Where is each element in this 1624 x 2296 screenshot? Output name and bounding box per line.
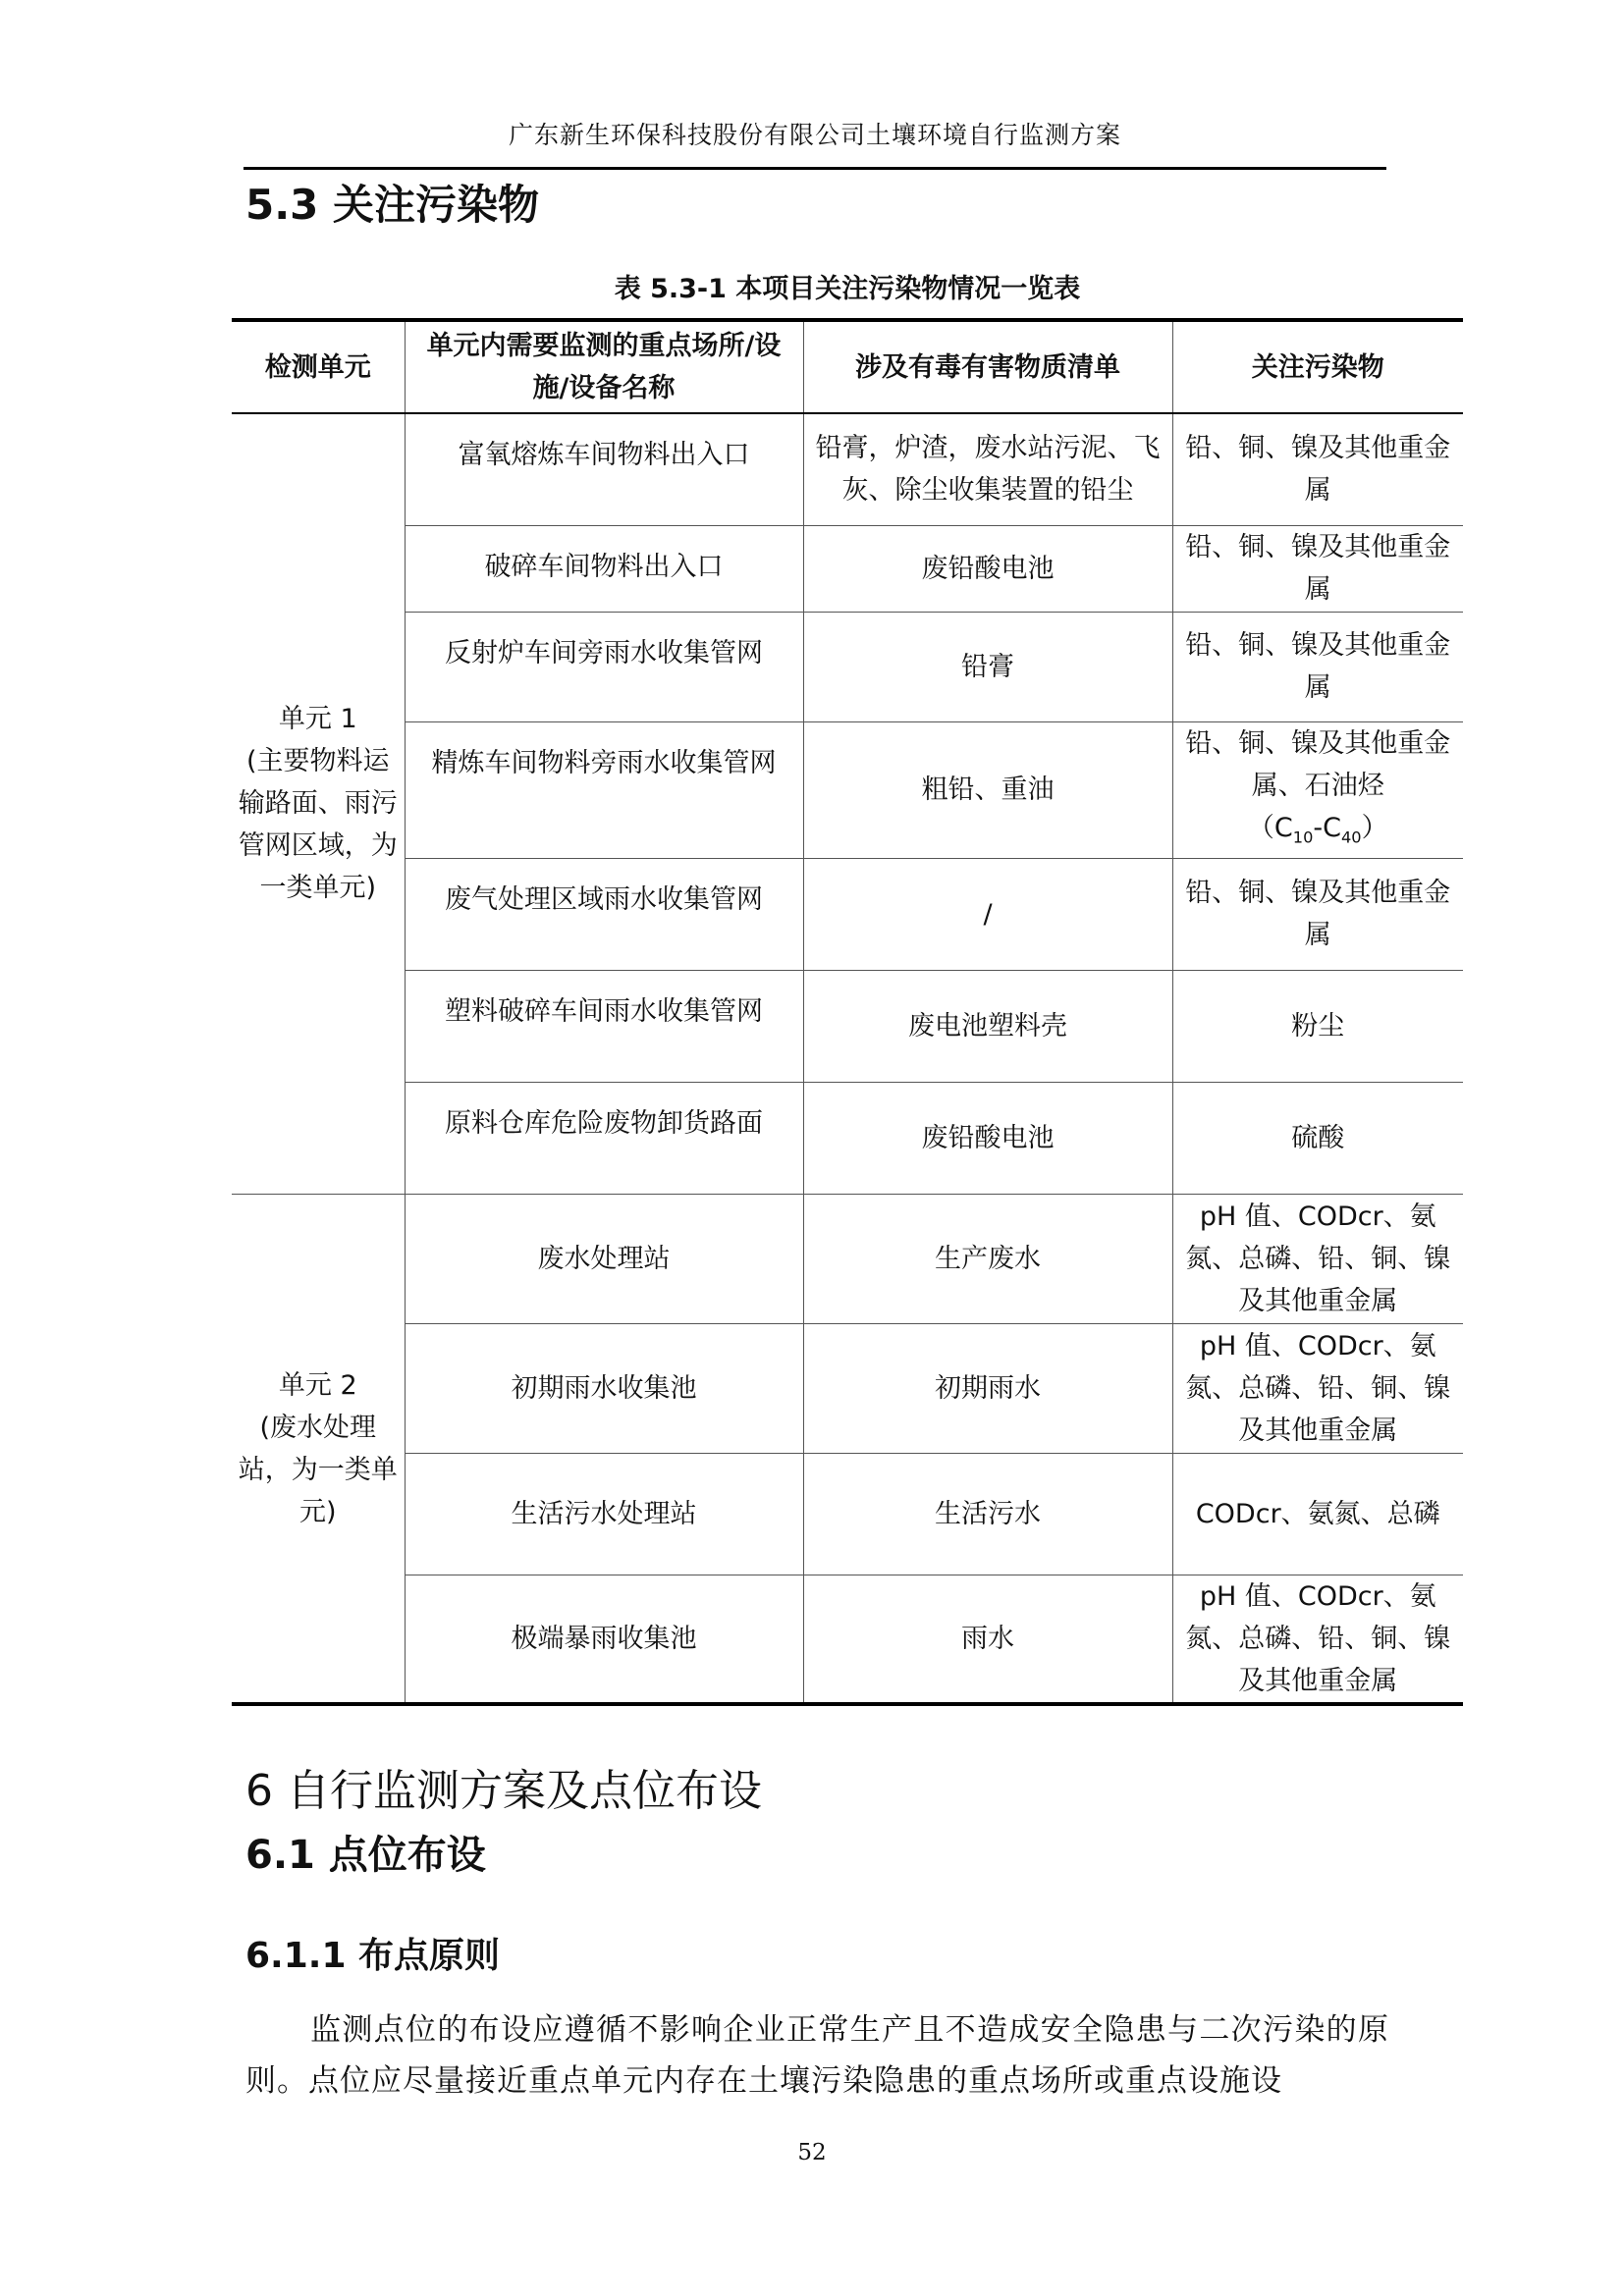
pollutants-cell: 铅、铜、镍及其他重金属 (1172, 525, 1463, 612)
facility-cell: 富氧熔炼车间物料出入口 (405, 413, 803, 525)
facility-cell: 初期雨水收集池 (405, 1323, 803, 1453)
page-number: 52 (797, 2140, 827, 2165)
pollutants-cell: CODcr、氨氮、总磷 (1172, 1453, 1463, 1575)
facility-cell: 破碎车间物料出入口 (405, 525, 803, 612)
table-row (232, 1323, 1463, 1453)
substances-cell: 废电池塑料壳 (803, 970, 1172, 1082)
facility-cell: 反射炉车间旁雨水收集管网 (405, 612, 803, 721)
table-row (232, 1453, 1463, 1575)
pollutants-cell: 铅、铜、镍及其他重金属 (1172, 858, 1463, 970)
table-row (232, 1082, 1463, 1194)
pollutants-text: 铅、铜、镍及其他重金属、石油烃 (1185, 727, 1451, 801)
unit2-label: 单元 2 (废水处理站，为一类单元) (238, 1369, 398, 1527)
substances-cell: / (803, 858, 1172, 970)
substances-cell: 铅膏，炉渣，废水站污泥、飞灰、除尘收集装置的铅尘 (803, 413, 1172, 525)
unit2-label-cell (232, 1194, 405, 1704)
substances-cell: 铅膏 (803, 612, 1172, 721)
facility-cell: 精炼车间物料旁雨水收集管网 (405, 721, 803, 858)
table-header-row (232, 320, 1463, 413)
header-facility: 单元内需要监测的重点场所/设施/设备名称 (405, 320, 803, 413)
petroleum-range: $(C_{10}-C_{40})$ (1247, 812, 1388, 846)
section-heading-6: 6 自行监测方案及点位布设 (245, 1766, 762, 1816)
facility-cell: 生活污水处理站 (405, 1453, 803, 1575)
unit1-label-cell (232, 413, 405, 1194)
substances-cell: 初期雨水 (803, 1323, 1172, 1453)
substances-cell: 生活污水 (803, 1453, 1172, 1575)
table-row (232, 858, 1463, 970)
body-paragraph: 监测点位的布设应遵循不影响企业正常生产且不造成安全隐患与二次污染的原则。点位应尽量接近重点单元内存在土壤污染隐患的重点场所或重点设施设 (245, 2012, 1389, 2099)
facility-cell: 极端暴雨收集池 (405, 1575, 803, 1704)
table-caption: 表 5.3-1 本项目关注污染物情况一览表 (614, 274, 1081, 304)
pollutants-cell (1172, 721, 1463, 858)
substances-cell: 雨水 (803, 1575, 1172, 1704)
table-row (232, 612, 1463, 721)
section-heading-5-3: 5.3 关注污染物 (245, 181, 540, 229)
unit1-label: 单元 1 (主要物料运输路面、雨污管网区域，为一类单元) (238, 704, 398, 904)
substances-cell: 粗铅、重油 (803, 721, 1172, 858)
table-row (232, 1575, 1463, 1704)
facility-cell: 原料仓库危险废物卸货路面 (405, 1082, 803, 1194)
section-heading-6-1-1: 6.1.1 布点原则 (245, 1936, 501, 1976)
header-substances: 涉及有毒有害物质清单 (803, 320, 1172, 413)
pollutant-table (232, 318, 1463, 1706)
substances-cell: 生产废水 (803, 1194, 1172, 1323)
pollutants-cell: pH 值、CODcr、氨氮、总磷、铅、铜、镍及其他重金属 (1172, 1575, 1463, 1704)
substances-cell: 废铅酸电池 (803, 1082, 1172, 1194)
section-heading-6-1: 6.1 点位布设 (245, 1833, 486, 1878)
pollutants-cell: pH 值、CODcr、氨氮、总磷、铅、铜、镍及其他重金属 (1172, 1323, 1463, 1453)
facility-cell: 废气处理区域雨水收集管网 (405, 858, 803, 970)
header-pollutants: 关注污染物 (1172, 320, 1463, 413)
pollutants-cell: 铅、铜、镍及其他重金属 (1172, 413, 1463, 525)
facility-cell: 废水处理站 (405, 1194, 803, 1323)
table-row (232, 413, 1463, 525)
pollutants-cell: 粉尘 (1172, 970, 1463, 1082)
table-row (232, 721, 1463, 858)
pollutants-cell: 铅、铜、镍及其他重金属 (1172, 612, 1463, 721)
pollutants-cell: 硫酸 (1172, 1082, 1463, 1194)
page-header: 广东新生环保科技股份有限公司土壤环境自行监测方案 (508, 121, 1121, 149)
table-row (232, 525, 1463, 612)
table-row (232, 1194, 1463, 1323)
header-rule (244, 167, 1386, 170)
pollutants-cell: pH 值、CODcr、氨氮、总磷、铅、铜、镍及其他重金属 (1172, 1194, 1463, 1323)
table-row (232, 970, 1463, 1082)
header-unit: 检测单元 (232, 320, 405, 413)
substances-cell: 废铅酸电池 (803, 525, 1172, 612)
facility-cell: 塑料破碎车间雨水收集管网 (405, 970, 803, 1082)
